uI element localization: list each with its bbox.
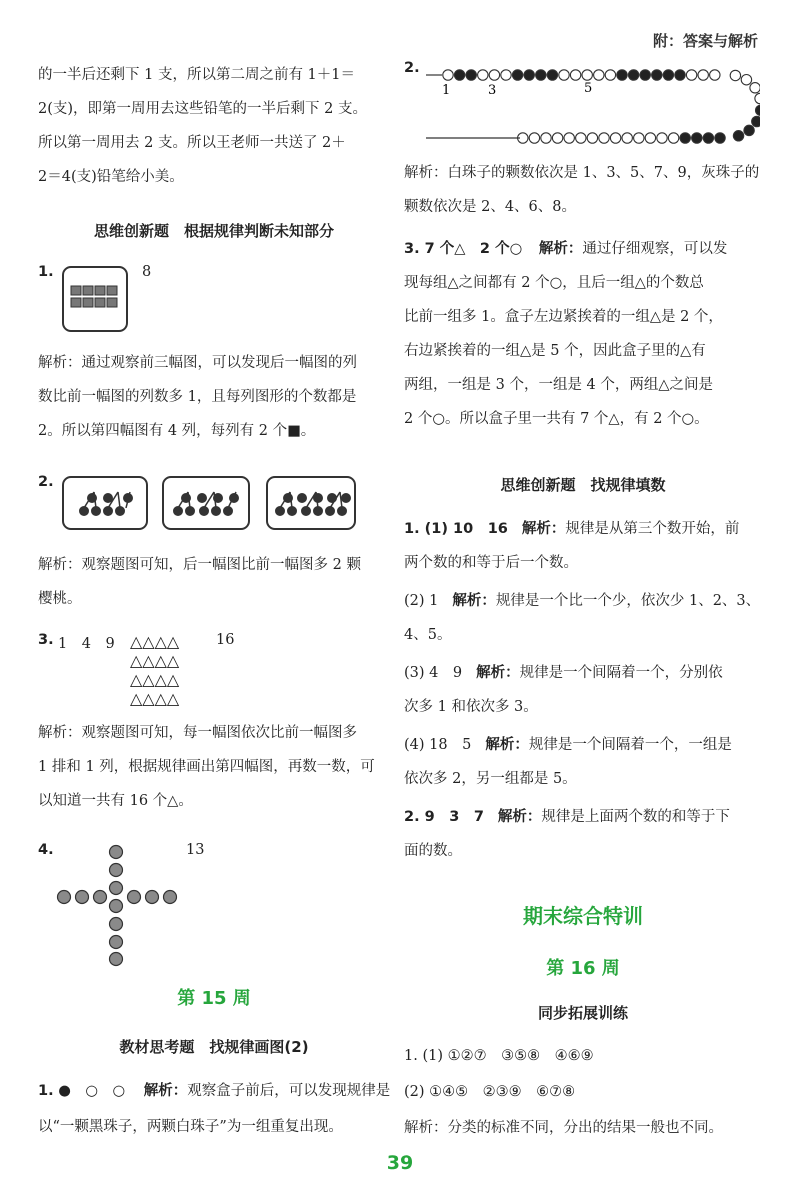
bead [552,133,562,143]
answer-line: (2) ①④⑤ ②③⑨ ⑥⑦⑧ [404,1084,576,1100]
triangle-grid [130,632,179,708]
bead [686,70,696,80]
bead [541,133,551,143]
explanation-line: 次多 1 和依次多 3。 [404,699,538,715]
question-number: 2. [38,474,54,490]
bead [582,70,592,80]
cherry-icon [268,478,354,528]
text-line: 所以第一周用去 2 支。所以王老师一共送了 2＋ [38,135,346,151]
bead [547,70,557,80]
explanation-line: 解析：观察题图可知，每一幅图依次比前一幅图多 [38,725,357,741]
answer-head: 1. (1) 10 16 [404,521,508,537]
triangle-row: △△△△ [130,651,180,670]
explanation-label: 解析： [476,665,520,681]
section-heading: 同步拓展训练 [537,1004,628,1022]
answer-value: 16 [216,632,235,648]
page-header: 附：答案与解析 [652,32,758,50]
explanation-text: 规律是从第三个数开始，前 [565,521,740,537]
answer-block [404,512,762,868]
answer-value: 8 [142,264,152,280]
bead [536,70,546,80]
explanation-label: 解析： [452,593,496,609]
bead-label: 5 [584,81,593,96]
bead [755,93,760,103]
cherry-icon [64,478,146,528]
bead-label: 1 [442,83,451,98]
explanation-text: 通过仔细观察，可以发 [582,241,728,257]
bead [698,70,708,80]
explanation-text: 规律是一个间隔着一个，分别依 [519,665,723,681]
explanation-line: 解析：通过观察前三幅图，可以发现后一幅图的列 [38,355,357,371]
explanation-text: 规律是上面两个数的和等于下 [541,809,730,825]
explanation-line: 解析：白珠子的颗数依次是 1、3、5、7、9，灰珠子的 [404,165,760,181]
explanation-line: 2。所以第四幅图有 4 列，每列有 2 个■。 [38,423,316,439]
answer-head: 3. 7 个△ 2 个○ [404,241,523,257]
bead [645,133,655,143]
explanation-label: 解析： [143,1083,188,1099]
explanation-line: 比前一组多 1。盒子左边紧挨着的一组△是 2 个， [404,309,723,325]
triangle-row: △△△△ [130,670,180,689]
bead [733,131,743,141]
bead [564,133,574,143]
explanation-text: 观察盒子前后，可以发现规律是 [187,1083,391,1099]
bead [741,75,751,85]
explanation-line: 两组，一组是 3 个，一组是 4 个，两组△之间是 [404,377,714,393]
bead [715,133,725,143]
bead [710,70,720,80]
week-title: 第 15 周 [177,988,251,1009]
cherry-icon [164,478,248,528]
bead [610,133,620,143]
explanation-line: 以“一颗黑珠子，两颗白珠子”为一组重复出现。 [38,1119,343,1135]
page-number: 39 [386,1152,414,1174]
bead [617,70,627,80]
bead [730,70,740,80]
explanation-text: 规律是一个间隔着一个，一组是 [528,737,732,753]
bead [605,70,615,80]
explanation-label: 解析： [521,521,566,537]
bead [443,70,453,80]
chapter-title: 期末综合特训 [523,904,643,928]
bead-sequence: ● ○ ○ [58,1083,126,1099]
bead [750,83,760,93]
bead [489,70,499,80]
bead [559,70,569,80]
answer-head: (2) 1 [404,593,439,609]
bead [640,70,650,80]
explanation-label: 解析： [497,809,542,825]
explanation-line: 颗数依次是 2、4、6、8。 [404,199,577,215]
sequence: 1 4 9 [58,636,115,652]
bead [675,70,685,80]
bead [570,70,580,80]
bead [478,70,488,80]
text-line: 的一半后还剩下 1 支，所以第二周之前有 1＋1＝ [38,67,356,83]
bead [599,133,609,143]
answer-line [404,232,762,266]
bead [668,133,678,143]
explanation-line: 依次多 2，另一组都是 5。 [404,771,577,787]
bead [466,70,476,80]
answer-head: (3) 4 9 [404,665,463,681]
bead [454,70,464,80]
explanation-text: 规律是一个比一个少，依次少 1、2、3、 [495,593,761,609]
triangle-row: △△△△ [130,632,180,651]
triangle-row: △△△△ [130,689,180,708]
bead [622,133,632,143]
bead [512,70,522,80]
question-number: 1. [38,264,54,280]
cherry-box-1 [62,476,148,530]
answer-block [404,1038,762,1146]
cherry-box-3 [266,476,356,530]
question-number: 3. [38,632,54,648]
bead [628,70,638,80]
explanation-line: 现每组△之间都有 2 个○，且后一组△的个数总 [404,275,704,291]
week-title: 第 16 周 [546,958,620,979]
bead [657,133,667,143]
section-heading: 教材思考题 找规律画图(2) [119,1038,309,1056]
explanation-line: 解析：观察题图可知，后一幅图比前一幅图多 2 颗 [38,557,361,573]
square-grid [64,268,126,330]
bead [652,70,662,80]
section-heading: 思维创新题 根据规律判断未知部分 [93,222,334,240]
bead [529,133,539,143]
explanation-line: 以知道一共有 16 个△。 [38,793,193,809]
bead [501,70,511,80]
text-line: 2＝4(支)铅笔给小美。 [38,169,184,185]
cherry-box-2 [162,476,250,530]
explanation-line: 4、5。 [404,627,452,643]
explanation-line: 樱桃。 [38,591,82,607]
bead [634,133,644,143]
bead [587,133,597,143]
explanation-line: 解析：分类的标准不同，分出的结果一般也不同。 [404,1120,723,1136]
explanation-line: 2 个○。所以盒子里一共有 7 个△，有 2 个○。 [404,411,709,427]
question-number: 2. [404,60,420,76]
answer-value: 13 [186,842,205,858]
bead [594,70,604,80]
explanation-line: 1 排和 1 列，根据规律画出第四幅图，再数一数，可 [38,759,375,775]
explanation-label: 解析： [485,737,529,753]
bead [576,133,586,143]
left-column [38,58,390,194]
section-heading: 思维创新题 找规律填数 [500,476,666,494]
answer-head: 2. 9 3 7 [404,809,484,825]
bead [663,70,673,80]
answer-line [38,1074,390,1108]
bead [755,105,760,115]
bead [680,133,690,143]
bead-string-figure [420,58,760,148]
text-line: 2(支)，即第一周用去这些铅笔的一半后剩下 2 支。 [38,101,367,117]
explanation-line: 数比前一幅图的列数多 1，且每列图形的个数都是 [38,389,357,405]
explanation-label: 解析： [538,241,583,257]
bead [692,133,702,143]
bead [752,116,760,126]
answer-line: 1. (1) ①②⑦ ③⑤⑧ ④⑥⑨ [404,1048,594,1064]
bead [703,133,713,143]
question-number: 1. [38,1083,54,1099]
grid-figure-box [62,266,128,332]
answer-head: (4) 18 5 [404,737,472,753]
explanation-line: 面的数。 [404,843,462,859]
bead [744,125,754,135]
bead-label: 3 [488,83,497,98]
bead [524,70,534,80]
explanation-line: 右边紧挨着的一组△是 5 个，因此盒子里的△有 [404,343,706,359]
explanation-line: 两个数的和等于后一个数。 [404,555,578,571]
question-number: 4. [38,842,54,858]
